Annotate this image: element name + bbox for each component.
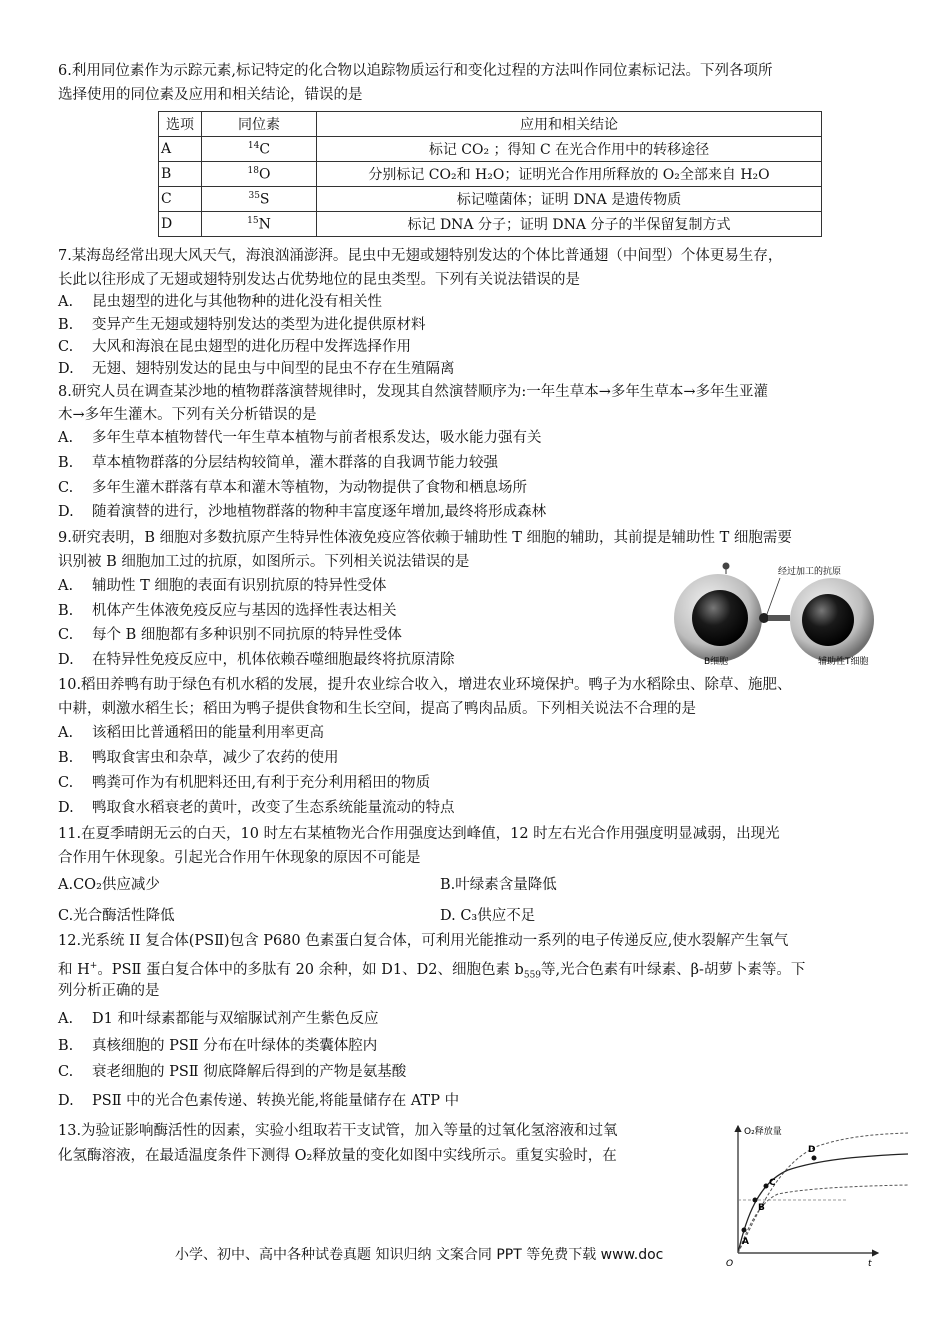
isotope-element: C xyxy=(259,141,271,158)
q8-option-a xyxy=(58,427,542,449)
q8-stem-line2: 木→多年生灌木。下列有关分析错误的是 xyxy=(58,407,317,423)
q11-stem-line1: 11.在夏季晴朗无云的白天，10 时左右某植物光合作用强度达到峰值，12 时左右光合作用强度明显减弱，出现光 xyxy=(58,826,780,842)
option-text: 鸭取食害虫和杂草，减少了农药的使用 xyxy=(92,750,339,766)
option-text: 无翅、翅特别发达的昆虫与中间型的昆虫不存在生殖隔离 xyxy=(92,361,455,377)
table-row xyxy=(159,212,822,237)
point-a-label: A xyxy=(742,1237,749,1247)
option-text: 辅助性 T 细胞的表面有识别抗原的特异性受体 xyxy=(92,578,387,594)
table-cell-isotope xyxy=(202,212,317,237)
option-text: 衰老细胞的 PSⅡ 彻底降解后得到的产物是氨基酸 xyxy=(92,1064,407,1080)
isotope-element: N xyxy=(258,216,271,233)
option-label: A. xyxy=(58,725,74,741)
t-cell-label: 辅助性T细胞 xyxy=(818,657,869,667)
option-label: D. xyxy=(58,504,74,520)
option-label: B. xyxy=(58,455,74,471)
table-cell-conclusion: 标记 DNA 分子；证明 DNA 分子的半保留复制方式 xyxy=(317,212,822,237)
q11-option-d: D. C₃供应不足 xyxy=(440,908,536,924)
q13-stem-line2: 化氢酶溶液，在最适温度条件下测得 O₂释放量的变化如图中实线所示。重复实验时，在 xyxy=(58,1148,617,1164)
antigen-pointer-line xyxy=(767,578,780,614)
isotope-table xyxy=(158,111,822,237)
q10-option-d xyxy=(58,797,455,819)
point-d xyxy=(812,1156,817,1161)
q6-stem-line2: 选择使用的同位素及应用和相关结论，错误的是 xyxy=(58,87,363,103)
q12-text-part: 等,光合色素有叶绿素、β-胡萝卜素等。下 xyxy=(541,961,806,978)
antigen-complex xyxy=(759,613,769,623)
point-c-label: C xyxy=(769,1178,776,1188)
table-cell-isotope xyxy=(202,137,317,162)
q12-option-d xyxy=(58,1090,459,1112)
table-cell-option: B xyxy=(159,162,202,187)
point-d-label: D xyxy=(808,1145,816,1155)
option-text: 在特异性免疫反应中，机体依赖吞噬细胞最终将抗原清除 xyxy=(92,652,455,668)
receptor-link xyxy=(768,615,790,621)
option-label: C. xyxy=(58,1064,74,1080)
q10-option-c xyxy=(58,772,430,794)
table-cell-option: C xyxy=(159,187,202,212)
o2-release-graph xyxy=(718,1118,918,1268)
option-text: 每个 B 细胞都有多种识别不同抗原的特异性受体 xyxy=(92,627,402,643)
isotope-element: O xyxy=(258,166,271,183)
option-text: 草本植物群落的分层结构较简单，灌木群落的自我调节能力较强 xyxy=(92,455,498,471)
table-cell-conclusion: 标记 CO₂ ；得知 C 在光合作用中的转移途径 xyxy=(317,137,822,162)
footer-text: 小学、初中、高中各种试卷真题 知识归纳 文案合同 PPT 等免费下载 www.doc xyxy=(175,1247,664,1263)
q12-option-b xyxy=(58,1035,377,1057)
q11-option-a: A.CO₂供应减少 xyxy=(58,877,160,893)
option-text: 多年生草本植物替代一年生草本植物与前者根系发达，吸水能力强有关 xyxy=(92,430,542,446)
option-label: C. xyxy=(58,339,74,355)
q9-stem-line1: 9.研究表明，B 细胞对多数抗原产生特异性体液免疫应答依赖于辅助性 T 细胞的辅助，其前提是辅助性 T 细胞需要 xyxy=(58,530,792,546)
option-text: 昆虫翅型的进化与其他物种的进化没有相关性 xyxy=(92,294,382,310)
q12-stem-line3: 列分析正确的是 xyxy=(58,983,160,999)
isotope-element: S xyxy=(259,191,270,208)
q8-option-d xyxy=(58,501,546,523)
option-text: 多年生灌木群落有草本和灌木等植物，为动物提供了食物和栖息场所 xyxy=(92,480,527,496)
antigen-label: 经过加工的抗原 xyxy=(778,567,842,577)
q8-option-c xyxy=(58,477,527,499)
option-text: 大风和海浪在昆虫翅型的进化历程中发挥选择作用 xyxy=(92,339,411,355)
q6-stem-line1: 6.利用同位素作为示踪元素,标记特定的化合物以追踪物质运行和变化过程的方法叫作同位素标记法。下列各项所 xyxy=(58,63,773,79)
option-label: A. xyxy=(58,578,74,594)
q8-option-b xyxy=(58,452,498,474)
option-label: C. xyxy=(58,627,74,643)
option-text: 随着演替的进行，沙地植物群落的物种丰富度逐年增加,最终将形成森林 xyxy=(92,504,547,520)
q13-stem-line1: 13.为验证影响酶活性的因素，实验小组取若干支试管，加入等量的过氧化氢溶液和过氧 xyxy=(58,1123,618,1139)
table-header-row xyxy=(159,112,822,137)
dashed-curve-middle xyxy=(738,1185,908,1253)
q12-option-c xyxy=(58,1061,406,1083)
q7-option-c xyxy=(58,336,411,358)
point-b-label: B xyxy=(758,1203,765,1213)
table-header: 应用和相关结论 xyxy=(317,112,822,137)
q11-stem-line2: 合作用午休现象。引起光合作用午休现象的原因不可能是 xyxy=(58,850,421,866)
q11-option-b: B.叶绿素含量降低 xyxy=(440,877,557,893)
q8-stem-line1: 8.研究人员在调查某沙地的植物群落演替规律时，发现其自然演替顺序为:一年生草本→多年生草本→多年生亚灌 xyxy=(58,384,769,400)
origin-label: O xyxy=(726,1259,734,1268)
cytochrome-subscript: 559 xyxy=(523,970,542,981)
q12-text-part: 。PSⅡ 蛋白复合体中的多肽有 20 余种，如 D1、D2、细胞色素 b xyxy=(97,961,524,978)
option-label: D. xyxy=(58,361,74,377)
q12-stem-line1: 12.光系统 II 复合体(PSⅡ)包含 P680 色素蛋白复合体，可利用光能推动一系列的电子传递反应,使水裂解产生氧气 xyxy=(58,933,789,949)
table-cell-option: A xyxy=(159,137,202,162)
point-a xyxy=(742,1228,747,1233)
table-row xyxy=(159,162,822,187)
option-text: 变异产生无翅或翅特别发达的类型为进化提供原材料 xyxy=(92,317,426,333)
option-text: 机体产生体液免疫反应与基因的选择性表达相关 xyxy=(92,603,397,619)
isotope-mass: 35 xyxy=(248,190,260,201)
q11-option-c: C.光合酶活性降低 xyxy=(58,908,175,924)
table-row xyxy=(159,187,822,212)
y-axis-label: O₂释放量 xyxy=(744,1127,782,1137)
option-text: PSⅡ 中的光合色素传递、转换光能,将能量储存在 ATP 中 xyxy=(92,1093,460,1109)
option-label: B. xyxy=(58,603,74,619)
option-text: 真核细胞的 PSⅡ 分布在叶绿体的类囊体腔内 xyxy=(92,1038,378,1054)
isotope-mass: 15 xyxy=(247,215,259,226)
point-b xyxy=(753,1198,758,1203)
q7-option-b xyxy=(58,314,426,336)
b-cell-label: B细胞 xyxy=(704,657,729,667)
q10-option-a xyxy=(58,722,324,744)
isotope-mass: 18 xyxy=(247,165,259,176)
option-label: C. xyxy=(58,480,74,496)
q9-option-b xyxy=(58,600,397,622)
t-cell-nucleus xyxy=(802,594,854,646)
table-cell-conclusion: 分别标记 CO₂和 H₂O；证明光合作用所释放的 O₂全部来自 H₂O xyxy=(317,162,822,187)
option-label: D. xyxy=(58,1093,74,1109)
option-label: D. xyxy=(58,652,74,668)
x-axis-label: t xyxy=(868,1259,872,1268)
q10-stem-line1: 10.稻田养鸭有助于绿色有机水稻的发展，提升农业综合收入，增进农业环境保护。鸭子为水稻除虫、除草、施肥、 xyxy=(58,677,792,693)
dashed-curve-upper xyxy=(738,1133,908,1253)
table-cell-isotope xyxy=(202,162,317,187)
option-text: 鸭取食水稻衰老的黄叶，改变了生态系统能量流动的特点 xyxy=(92,800,455,816)
antigen-particle xyxy=(723,563,730,570)
q12-text-part: 和 H xyxy=(58,961,90,978)
option-text: 鸭粪可作为有机肥料还田,有利于充分利用稻田的物质 xyxy=(92,775,431,791)
q7-stem-line2: 长此以往形成了无翅或翅特别发达占优势地位的昆虫类型。下列有关说法错误的是 xyxy=(58,272,580,288)
option-label: A. xyxy=(58,430,74,446)
option-label: A. xyxy=(58,1011,74,1027)
option-label: B. xyxy=(58,750,74,766)
h-plus-superscript: + xyxy=(89,961,98,971)
table-cell-isotope xyxy=(202,187,317,212)
option-label: D. xyxy=(58,800,74,816)
q9-option-d xyxy=(58,649,455,671)
q12-option-a xyxy=(58,1008,378,1030)
q7-option-a xyxy=(58,291,382,313)
table-cell-conclusion: 标记噬菌体；证明 DNA 是遗传物质 xyxy=(317,187,822,212)
q7-stem-line1: 7.某海岛经常出现大风天气，海浪汹涌澎湃。昆虫中无翅或翅特别发达的个体比普通翅（中间型）个体更易生存， xyxy=(58,248,783,264)
table-header: 选项 xyxy=(159,112,202,137)
b-cell-nucleus xyxy=(692,590,748,646)
table-row xyxy=(159,137,822,162)
cell-diagram xyxy=(668,560,890,670)
q10-stem-line2: 中耕，刺激水稻生长；稻田为鸭子提供食物和生长空间，提高了鸭肉品质。下列相关说法不合理的是 xyxy=(58,701,696,717)
q9-stem-line2: 识别被 B 细胞加工过的抗原，如图所示。下列相关说法错误的是 xyxy=(58,554,470,570)
table-header: 同位素 xyxy=(202,112,317,137)
q9-option-c xyxy=(58,624,402,646)
option-label: C. xyxy=(58,775,74,791)
option-label: B. xyxy=(58,317,74,333)
option-text: D1 和叶绿素都能与双缩脲试剂产生紫色反应 xyxy=(92,1011,379,1027)
q9-option-a xyxy=(58,575,386,597)
q10-option-b xyxy=(58,747,339,769)
isotope-mass: 14 xyxy=(247,140,260,151)
option-label: A. xyxy=(58,294,74,310)
table-cell-option: D xyxy=(159,212,202,237)
point-c xyxy=(764,1184,769,1189)
q7-option-d xyxy=(58,358,455,380)
q12-stem-line2 xyxy=(58,955,805,987)
option-text: 该稻田比普通稻田的能量利用率更高 xyxy=(92,725,324,741)
option-label: B. xyxy=(58,1038,74,1054)
